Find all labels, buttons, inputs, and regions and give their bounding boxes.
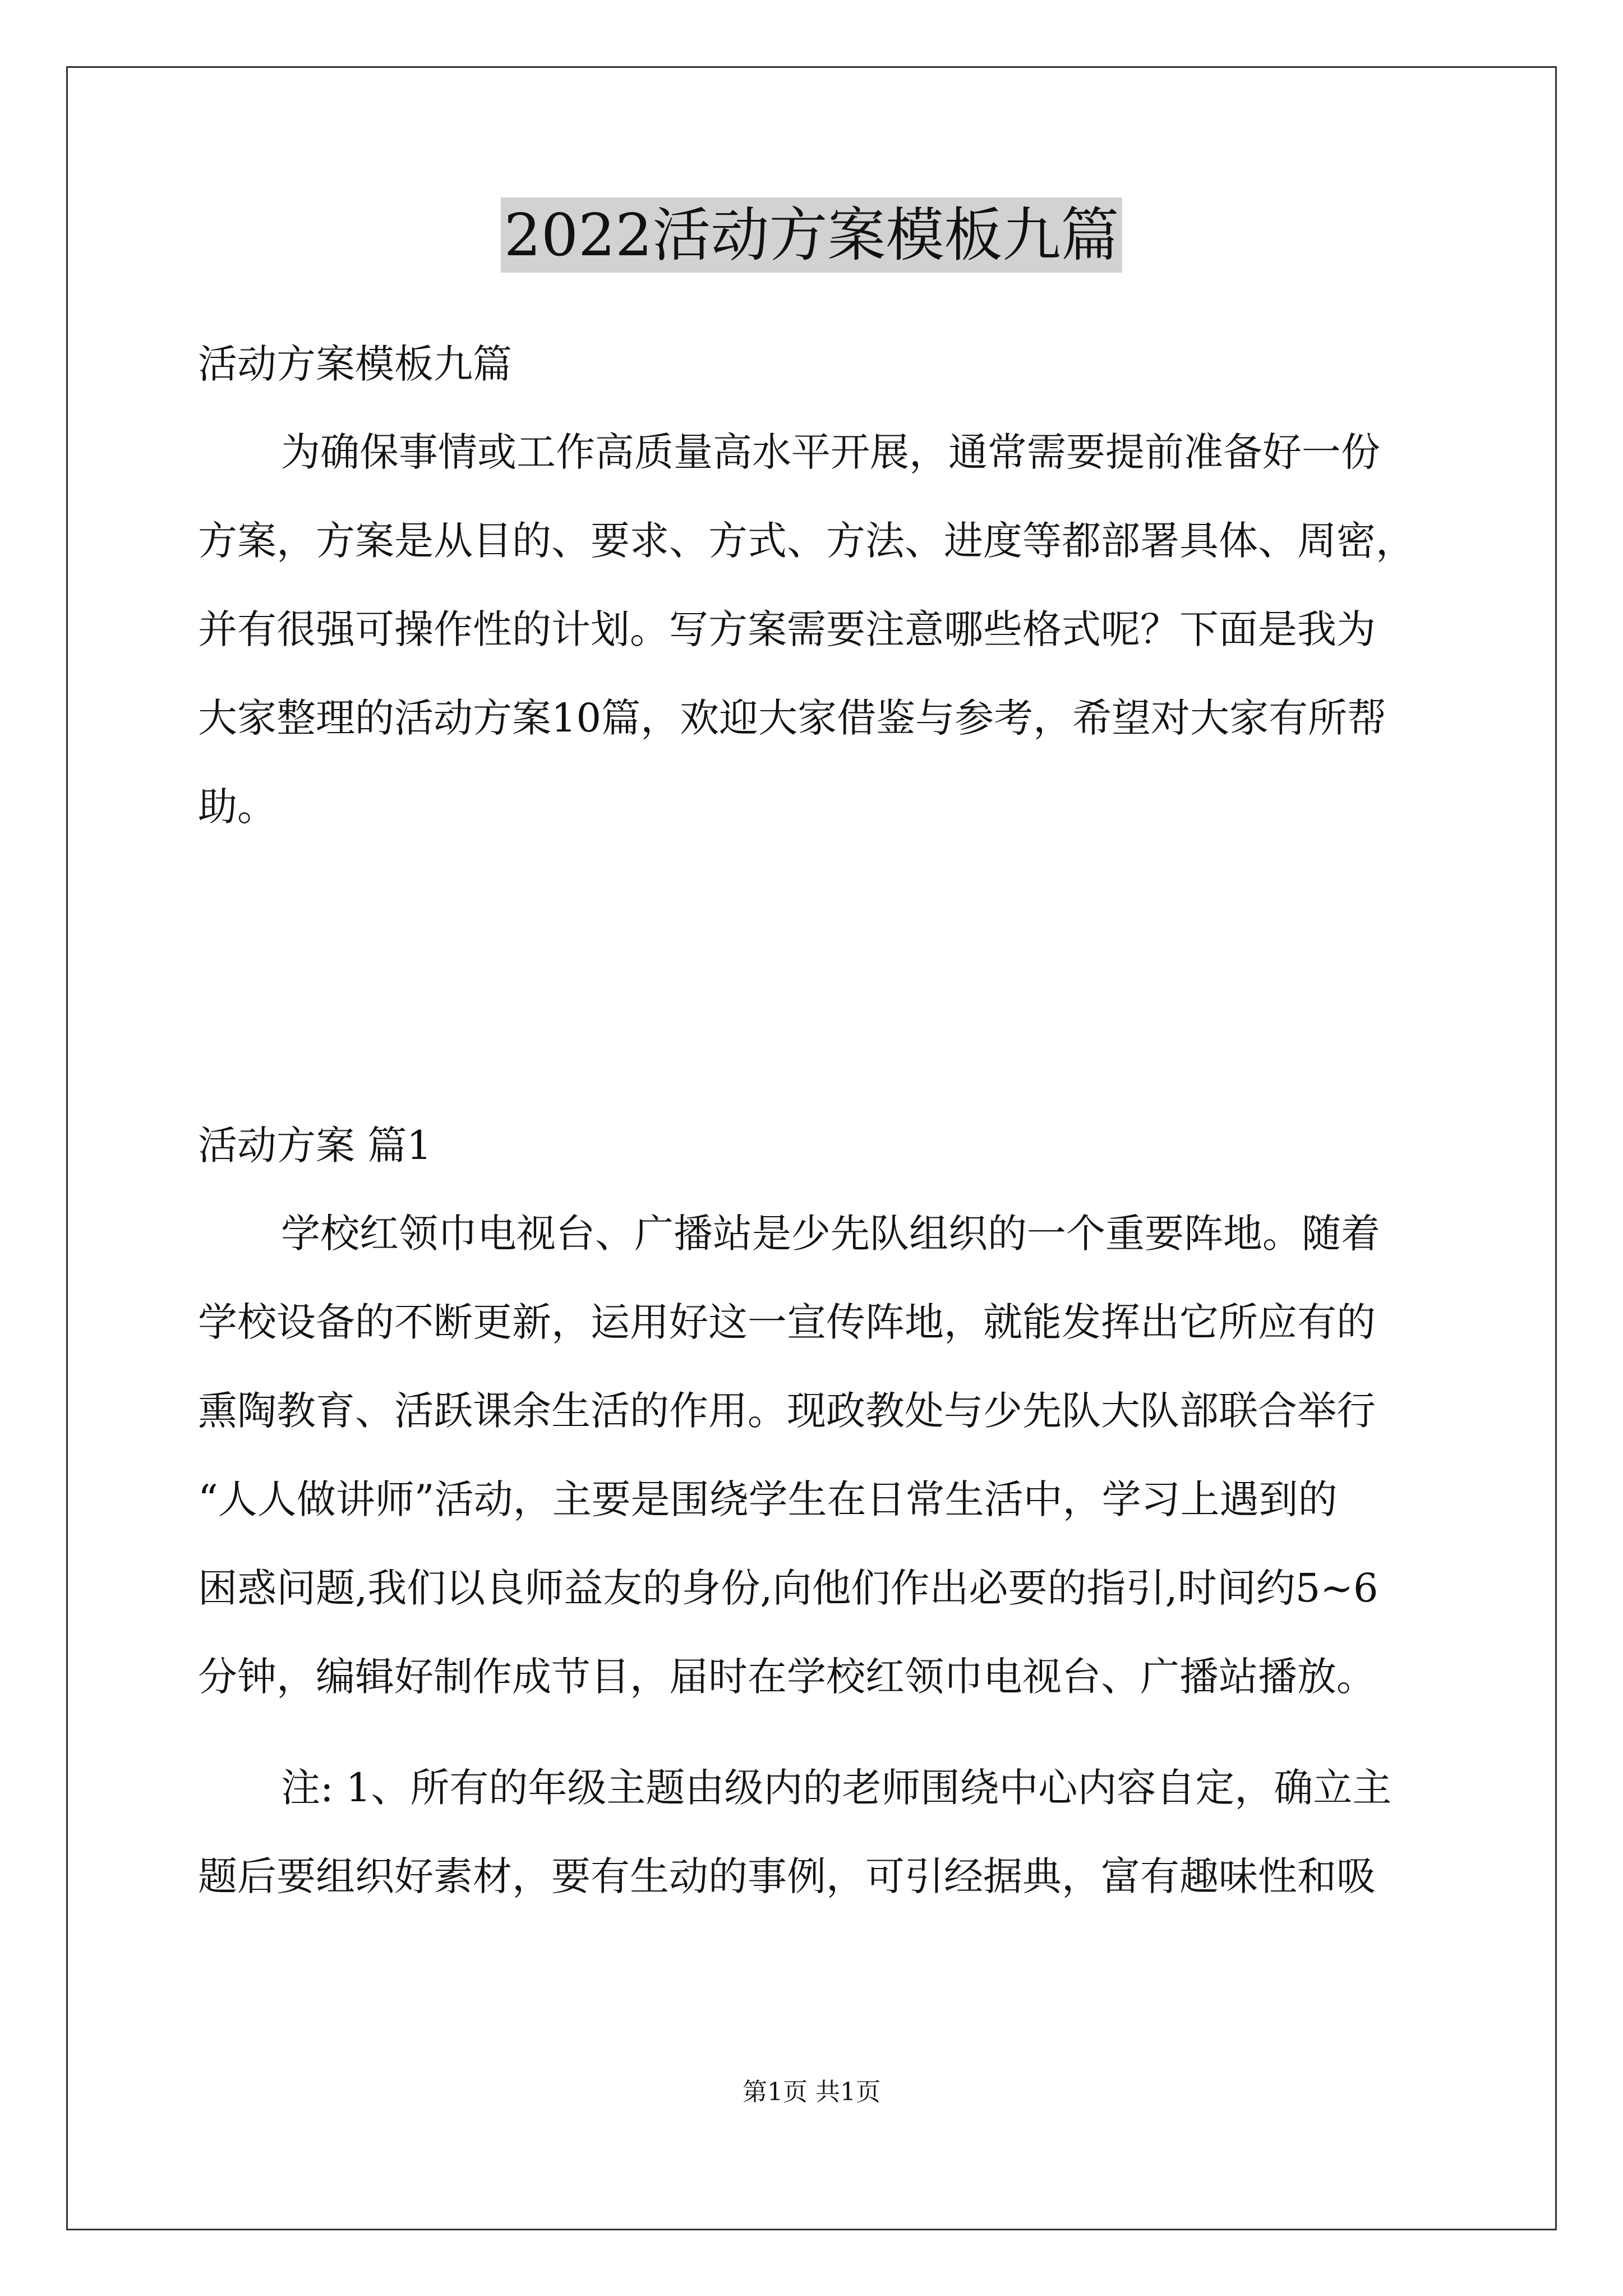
intro-paragraph — [198, 408, 1437, 851]
intro-line: 为确保事情或工作高质量高水平开展，通常需要提前准备好一份 — [281, 429, 1380, 475]
note-paragraph — [198, 1743, 1437, 1921]
page-footer: 第1页 共1页 — [743, 2078, 880, 2106]
document-subtitle: 活动方案模板九篇 — [198, 341, 512, 387]
section1-heading-block — [198, 1101, 1437, 1190]
intro-line: 方案，方案是从目的、要求、方式、方法、进度等都部署具体、周密， — [198, 518, 1415, 564]
section1-line: 学校红领巾电视台、广播站是少先队组织的一个重要阵地。随着 — [281, 1211, 1380, 1257]
section1-line: 熏陶教育、活跃课余生活的作用。现政教处与少先队大队部联合举行 — [198, 1388, 1376, 1434]
note-line: 题后要组织好素材，要有生动的事例，可引经据典，富有趣味性和吸 — [198, 1853, 1376, 1899]
note-line: 注: 1、所有的年级主题由级内的老师围绕中心内容自定，确立主 — [281, 1765, 1392, 1811]
document-title: 2022活动方案模板九篇 — [501, 197, 1123, 273]
intro-line: 助。 — [198, 784, 276, 830]
section1-line: “人人做讲师”活动，主要是围绕学生在日常生活中，学习上遇到的 — [198, 1476, 1338, 1522]
section-heading: 活动方案 篇1 — [198, 1122, 432, 1168]
intro-line: 大家整理的活动方案10篇，欢迎大家借鉴与参考，希望对大家有所帮 — [198, 695, 1387, 741]
intro-line: 并有很强可操作性的计划。写方案需要注意哪些格式呢？下面是我为 — [198, 606, 1376, 652]
subtitle-block — [198, 320, 1437, 408]
section1-line: 学校设备的不断更新，运用好这一宣传阵地，就能发挥出它所应有的 — [198, 1299, 1376, 1345]
section1-paragraph — [198, 1189, 1437, 1721]
section1-line: 分钟，编辑好制作成节目，届时在学校红领巾电视台、广播站播放。 — [198, 1654, 1376, 1700]
title-container — [0, 197, 1623, 273]
section1-line: 困惑问题,我们以良师益友的身份,向他们作出必要的指引,时间约5~6 — [198, 1565, 1378, 1611]
